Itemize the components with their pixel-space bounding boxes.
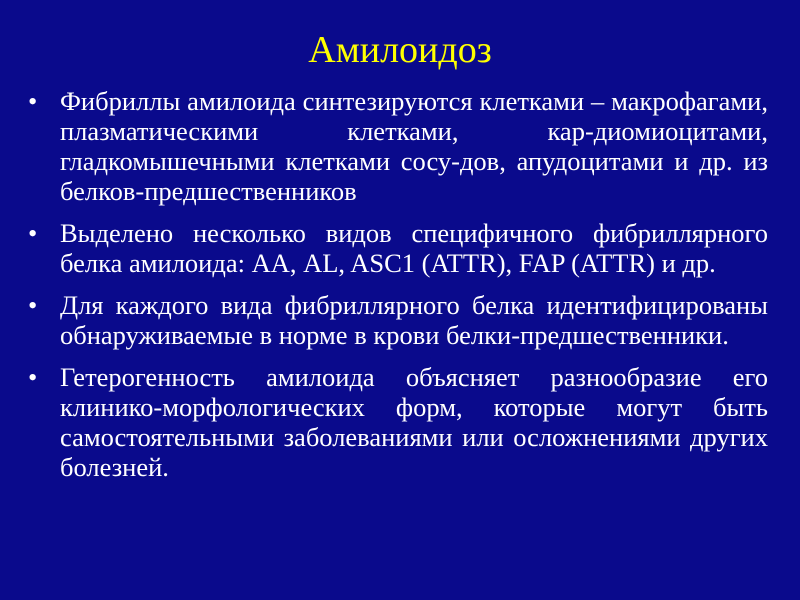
- bullet-item: [24, 290, 768, 350]
- bullet-text: Выделено несколько видов специфичного фибриллярного белка амилоида: АА, AL, ASC1 (ATTR), FAP (ATTR) и др.: [60, 218, 768, 278]
- bullet-item: [24, 86, 768, 206]
- bullet-item: [24, 362, 768, 482]
- bullet-text: Гетерогенность амилоида объясняет разнообразие его клинико-морфологических форм, которые могут быть самостоятельными заболеваниями или осложнениями других болезней.: [60, 362, 768, 482]
- bullet-item: [24, 218, 768, 278]
- bullet-text: Для каждого вида фибриллярного белка идентифицированы обнаруживаемые в норме в крови белки-предшественники.: [60, 290, 768, 350]
- bullet-marker: •: [28, 86, 38, 116]
- bullet-marker: •: [28, 218, 38, 248]
- bullet-marker: •: [28, 362, 38, 392]
- slide-title: Амилоидоз: [308, 29, 492, 71]
- bullet-list: [24, 86, 768, 494]
- bullet-marker: •: [28, 290, 38, 320]
- bullet-text: Фибриллы амилоида синтезируются клетками – макрофагами, плазматическими клетками, кар-диомиоцитами, гладкомышечными клетками сосу-дов, апудоцитами и др. из белков-предшественников: [60, 86, 768, 206]
